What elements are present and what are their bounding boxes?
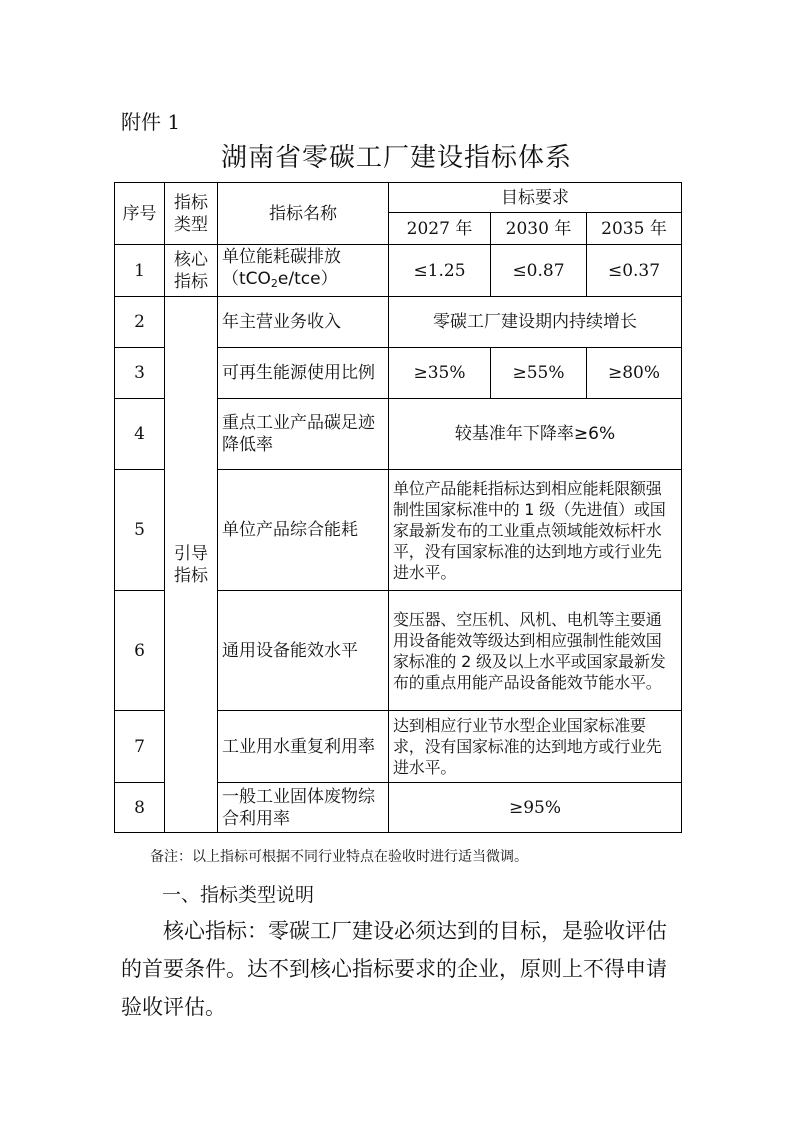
row-number: 3: [115, 348, 165, 399]
target-merged: 达到相应行业节水型企业国家标准要求，没有国家标准的达到地方或行业先进水平。: [389, 711, 682, 783]
row-number: 4: [115, 399, 165, 470]
target-merged: ≥95%: [389, 783, 682, 833]
target-merged: 零碳工厂建设期内持续增长: [389, 297, 682, 348]
header-type: 指标类型: [165, 183, 218, 245]
row-number: 7: [115, 711, 165, 783]
row-number: 6: [115, 591, 165, 711]
table-note: 备注：以上指标可根据不同行业特点在验收时进行适当微调。: [150, 849, 528, 865]
header-name: 指标名称: [218, 183, 389, 245]
table-header-row: [115, 183, 682, 213]
indicator-name: [218, 245, 389, 297]
document-title: 湖南省零碳工厂建设指标体系: [220, 143, 572, 173]
table-row: [115, 297, 682, 348]
row-number: 8: [115, 783, 165, 833]
section-heading: 一、指标类型说明: [162, 884, 315, 906]
target-merged: 单位产品能耗指标达到相应能耗限额强制性国家标准中的 1 级（先进值）或国家最新发布的工业重点领域能效标杆水平，没有国家标准的达到地方或行业先进水平。: [389, 470, 682, 591]
indicator-type-core: 核心指标: [165, 245, 218, 297]
indicator-name-text: 单位能耗碳排放: [222, 247, 341, 267]
target-2027: ≤1.25: [389, 245, 491, 297]
indicator-name: 工业用水重复利用率: [218, 711, 389, 783]
header-target: 目标要求: [389, 183, 682, 213]
row-number: 5: [115, 470, 165, 591]
target-2035: ≤0.37: [587, 245, 682, 297]
body-paragraph: 核心指标：零碳工厂建设必须达到的目标，是验收评估的首要条件。达不到核心指标要求的企业，原则上不得申请验收评估。: [121, 919, 667, 1019]
indicator-name: 通用设备能效水平: [218, 591, 389, 711]
table-row: [115, 245, 682, 297]
target-2035: ≥80%: [587, 348, 682, 399]
indicator-name: 一般工业固体废物综合利用率: [218, 783, 389, 833]
target-2030: ≤0.87: [491, 245, 587, 297]
row-number: 1: [115, 245, 165, 297]
header-seq: 序号: [115, 183, 165, 245]
indicator-name: 单位产品综合能耗: [218, 470, 389, 591]
target-merged: 变压器、空压机、风机、电机等主要通用设备能效等级达到相应强制性能效国家标准的 2 级及以上水平或国家最新发布的重点用能产品设备能效节能水平。: [389, 591, 682, 711]
indicator-unit: （tCO$_2$e/tce）: [222, 269, 338, 290]
header-2030: 2030 年: [491, 213, 587, 245]
target-2030: ≥55%: [491, 348, 587, 399]
indicator-name: 年主营业务收入: [218, 297, 389, 348]
indicator-type-guide: 引导指标: [165, 297, 218, 833]
indicator-name: 可再生能源使用比例: [218, 348, 389, 399]
indicator-table: [114, 182, 682, 833]
annex-label: 附件 1: [121, 110, 181, 134]
target-2027: ≥35%: [389, 348, 491, 399]
indicator-name: 重点工业产品碳足迹降低率: [218, 399, 389, 470]
header-2027: 2027 年: [389, 213, 491, 245]
target-merged: 较基准年下降率≥6%: [389, 399, 682, 470]
row-number: 2: [115, 297, 165, 348]
header-2035: 2035 年: [587, 213, 682, 245]
